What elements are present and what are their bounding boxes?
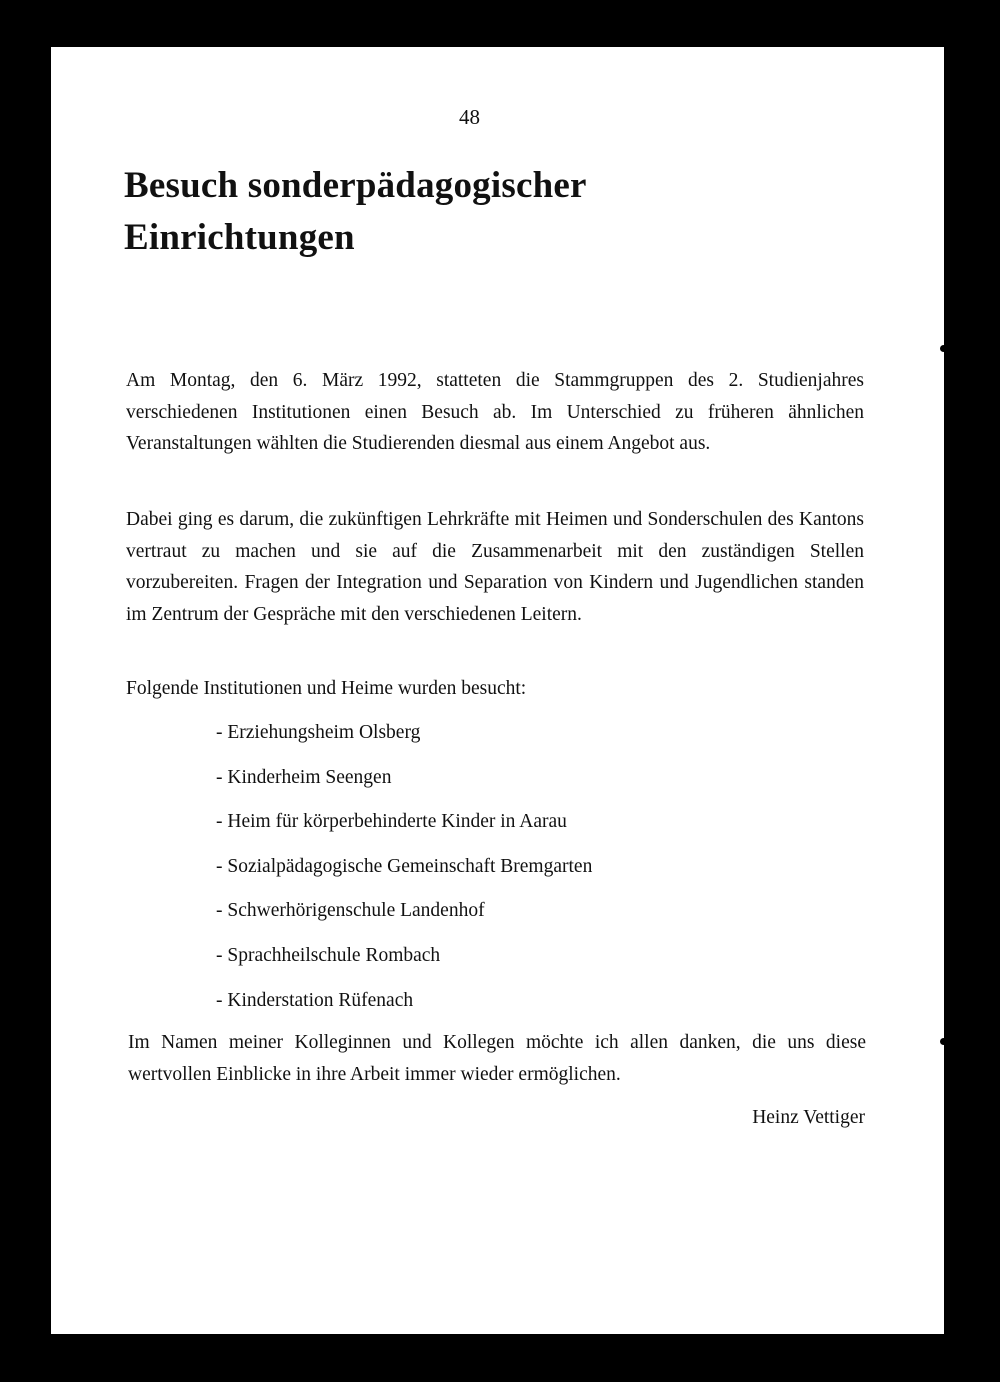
- list-item: - Sozialpädagogische Gemeinschaft Bremgarten: [216, 855, 593, 877]
- page-title: [124, 160, 587, 264]
- intro-paragraph: Am Montag, den 6. März 1992, statteten die Stammgruppen des 2. Studienjahres verschiedenen Institutionen einen Besuch ab. Im Unterschied zu früheren ähnlichen Veranstaltungen wählten die Studierenden diesmal aus einem Angebot aus.: [126, 370, 864, 454]
- list-intro-paragraph: Folgende Institutionen und Heime wurden besucht:: [126, 678, 527, 699]
- title-line-1: Besuch sonderpädagogischer: [124, 165, 587, 206]
- purpose-paragraph: Dabei ging es darum, die zukünftigen Lehrkräfte mit Heimen und Sonderschulen des Kantons vertraut zu machen und sie auf die Zusammenarbeit mit den zuständigen Stellen vorzubereiten. Fragen der Integration und Separation von Kindern und Jugendlichen standen im Zentrum der Gespräche mit den verschiedenen Leitern.: [126, 509, 864, 625]
- list-item: - Erziehungsheim Olsberg: [216, 722, 421, 743]
- author-signature: Heinz Vettiger: [752, 1107, 865, 1128]
- page-number: 48: [459, 105, 480, 129]
- list-item: - Sprachheilschule Rombach: [216, 944, 441, 966]
- document-page: [51, 47, 944, 1334]
- scan-mark: [940, 1038, 947, 1045]
- list-item: - Heim für körperbehinderte Kinder in Aarau: [216, 811, 567, 833]
- scan-mark: [940, 345, 947, 352]
- list-item: - Kinderheim Seengen: [216, 766, 392, 788]
- list-item: - Schwerhörigenschule Landenhof: [216, 900, 485, 922]
- list-item: - Kinderstation Rüfenach: [216, 989, 414, 1011]
- thanks-paragraph: Im Namen meiner Kolleginnen und Kollegen möchte ich allen danken, die uns diese wertvollen Einblicke in ihre Arbeit immer wieder ermöglichen.: [128, 1032, 866, 1085]
- title-line-2: Einrichtungen: [124, 217, 355, 258]
- institution-list: [216, 717, 592, 1029]
